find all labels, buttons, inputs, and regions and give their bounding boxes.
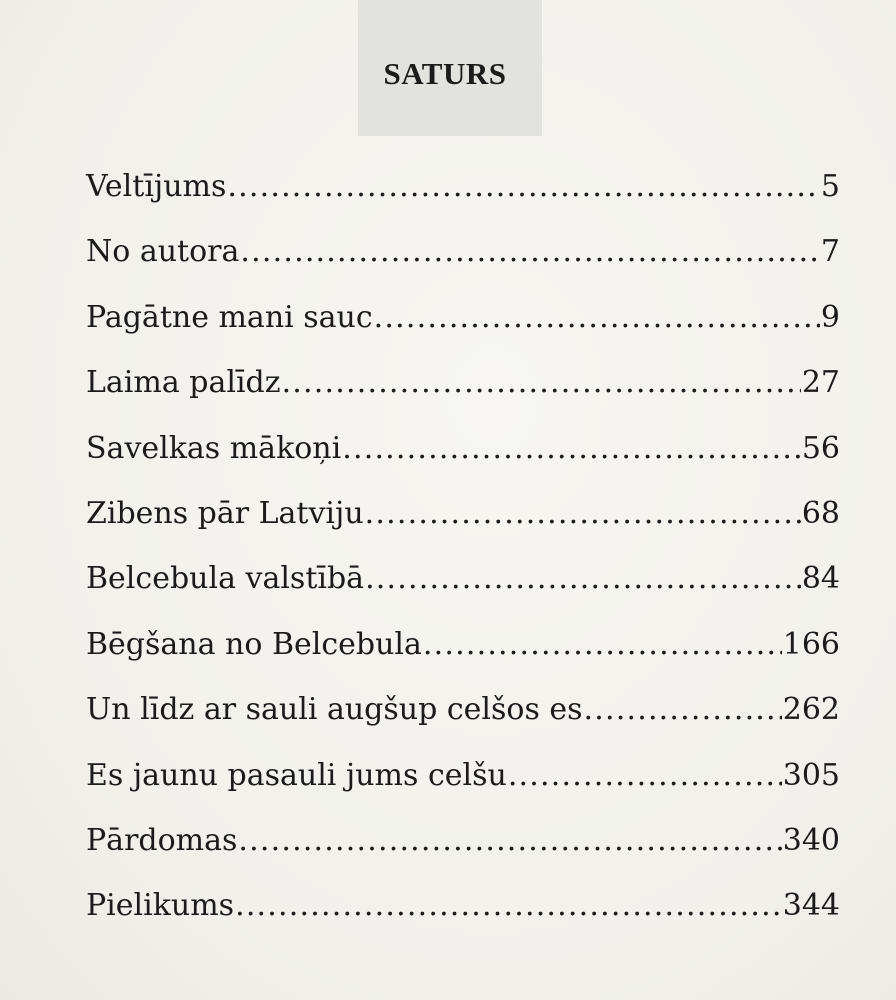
toc-entry-title: Zibens pār Latviju: [86, 495, 364, 531]
toc-entry: [86, 620, 840, 685]
toc-entry-title: Pārdomas: [86, 822, 238, 858]
toc-entry-title: Laima palīdz: [86, 365, 281, 401]
toc-entry-page: 340: [782, 822, 840, 858]
toc-entry: [86, 227, 840, 292]
dot-leader: [365, 489, 801, 539]
dot-leader: [238, 816, 781, 866]
toc-entry: [86, 881, 840, 946]
dot-leader: [235, 881, 782, 931]
toc-entry-page: 5: [820, 169, 840, 204]
dot-leader: [584, 685, 782, 735]
page-title: SATURS: [383, 56, 507, 91]
toc-entry-page: 262: [782, 692, 840, 728]
toc-entry: [86, 293, 840, 358]
dot-leader: [227, 162, 820, 212]
dot-leader: [240, 227, 820, 277]
toc-entry-page: 68: [801, 495, 840, 531]
toc-entry-title: Un līdz ar sauli augšup celšos es: [86, 692, 583, 728]
toc-entry: [86, 489, 840, 554]
toc-entry-title: Veltījums: [86, 169, 227, 204]
toc-entry-title: Es jaunu pasauli jums celšu: [86, 757, 507, 793]
toc-entry-title: Bēgšana no Belcebula: [86, 626, 422, 662]
toc-entry-page: 166: [782, 626, 840, 662]
toc-entry: [86, 685, 840, 750]
dot-leader: [423, 620, 782, 670]
dot-leader: [282, 358, 801, 408]
toc-entry: [86, 424, 840, 489]
toc-entry-page: 56: [801, 430, 840, 466]
dot-leader: [342, 424, 801, 474]
toc-entry-title: No autora: [86, 234, 240, 270]
toc-entry-page: 7: [820, 234, 840, 270]
toc-entry-page: 344: [782, 888, 840, 924]
toc-entry-page: 27: [801, 365, 840, 401]
toc-entry-title: Belcebula valstībā: [86, 561, 365, 597]
toc-entry: [86, 816, 840, 881]
toc-entry-title: Pielikums: [86, 888, 235, 924]
toc-entry-page: 84: [801, 561, 840, 597]
toc-entry-title: Savelkas mākoņi: [86, 430, 342, 466]
table-of-contents: [86, 162, 840, 947]
dot-leader: [374, 293, 820, 343]
toc-entry: [86, 162, 840, 227]
toc-entry-title: Pagātne mani sauc: [86, 299, 373, 335]
toc-entry: [86, 554, 840, 619]
dot-leader: [365, 554, 801, 604]
toc-entry: [86, 751, 840, 816]
toc-entry: [86, 358, 840, 423]
dot-leader: [508, 751, 782, 801]
toc-entry-page: 9: [820, 299, 840, 335]
toc-entry-page: 305: [782, 757, 840, 793]
